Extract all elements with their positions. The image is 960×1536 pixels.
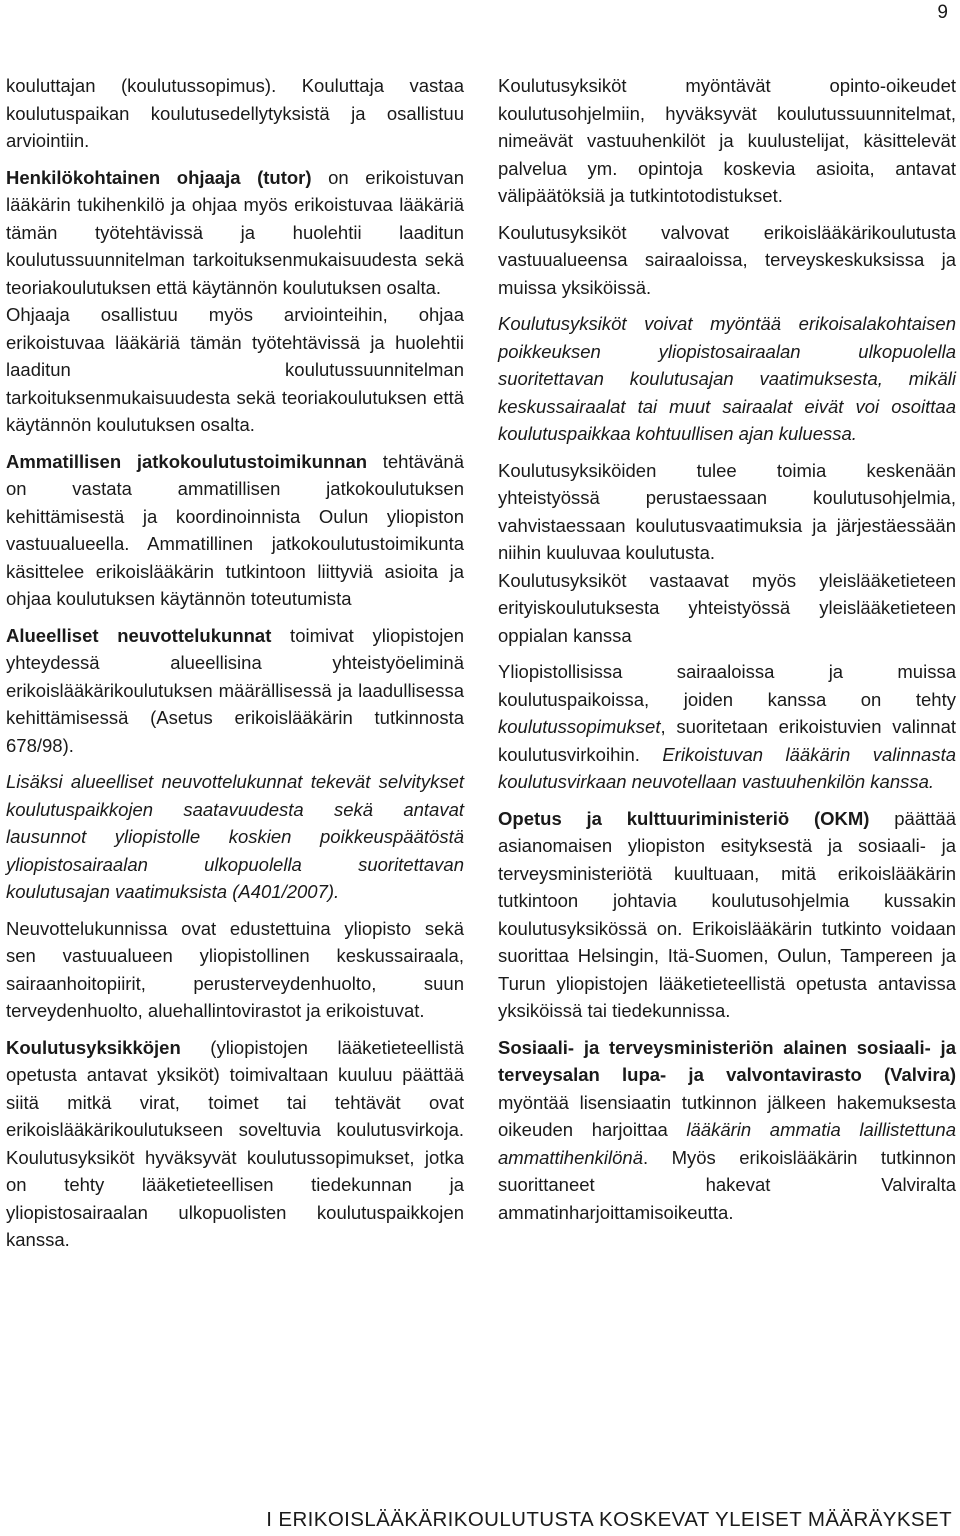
paragraph-opinto-oikeudet: Koulutusyksiköt myöntävät opinto-oikeudet koulutusohjelmiin, hyväksyvät koulutussuunnitelmat, nimeävät vastuuhenkilöt ja kuulustelijat, käsittelevät palvelua ym. opintoja koskevia asioita, antavat välipäätöksiä ja tutkintotodistukset.: [498, 75, 956, 206]
paragraph-yhteistyo: Koulutusyksiköiden tulee toimia keskenään yhteistyössä perustaessaan koulutusohjelmia, vahvistaessaan koulutusvaatimuksia ja järjestäessään niihin kuuluvaa koulutusta.: [498, 459, 956, 563]
paragraph-yleislaaketiede: Koulutusyksiköt vastaavat myös yleislääketieteen erityiskoulutuksesta yhteistyössä yleislääketieteen oppialan kanssa: [498, 569, 956, 646]
okm-text: päättää asianomaisen yliopiston esityksestä ja sosiaali- ja terveysministeriötä kuultuaan, mitä erikoislääkärin tutkintoon johtavia koulutusohjelmia kussakin koulutusyksikössä on. Erikoislääkärin tutkinto voidaan suorittaa Helsingin, Itä-Suomen, Oulun, Tampereen ja Turun yliopistojen lääketieteellistä opetusta antavissa yksiköissä tai tiedekunnissa.: [498, 807, 956, 1021]
paragraph-jatkokoulutustoimikunta: [6, 448, 464, 613]
valinnat-text-a: Yliopistollisissa sairaaloissa ja muissa koulutuspaikoissa, joiden kanssa on tehty: [498, 661, 956, 710]
jatkokoulutustoimikunta-text: tehtävänä on vastata ammatillisen jatkokoulutuksen kehittämisestä ja koordinoinnista Oulun yliopiston vastuualueella. Ammatillinen jatkokoulutustoimikunta käsittelee erikoislääkärin tutkintoon liittyviä asioita ja ohjaa koulutuksen käytännön toteutumista: [6, 450, 465, 609]
term-tutor: Henkilökohtainen ohjaaja (tutor): [6, 166, 312, 188]
term-jatkokoulutustoimikunta: Ammatillisen jatkokoulutustoimikunnan: [6, 450, 368, 472]
paragraph-valinnat: [498, 658, 956, 796]
valinnat-italic-b: Erikoistuvan lääkärin valinnasta koulutusvirkaan neuvotellaan vastuuhenkilön kanssa.: [498, 743, 957, 792]
neuvottelukunnat-text: toimivat yliopistojen yhteydessä alueellisina yhteistyöeliminä erikoislääkärikoulutuksen määrällisessä ja laadullisessa kehittämisessä (Asetus erikoislääkärin tutkinnosta 678/98).: [6, 624, 464, 756]
paragraph-selvitykset: Lisäksi alueelliset neuvottelukunnat tekevät selvitykset koulutuspaikkojen saatavuudesta sekä antavat lausunnot yliopistolle koskien poikkeuspäätöstä yliopistosairaalan ulkopuolella suoritettavan koulutusajan vaatimuksista (A401/2007).: [6, 771, 464, 902]
term-valvira: Sosiaali- ja terveysministeriön alainen sosiaali- ja terveysalan lupa- ja valvontavirasto (Valvira): [498, 1036, 956, 1085]
term-neuvottelukunnat: Alueelliset neuvottelukunnat: [6, 624, 272, 646]
running-footer: I ERIKOISLÄÄKÄRIKOULUTUSTA KOSKEVAT YLEISET MÄÄRÄYKSET: [266, 1508, 952, 1531]
valvira-text-b: . Myös erikoislääkärin tutkinnon suorittaneet hakevat Valviralta ammatinharjoittamisoikeutta.: [498, 1146, 956, 1223]
paragraph-valvira: [498, 1034, 956, 1227]
paragraph-tutor: [6, 164, 464, 302]
paragraph-ohjaaja: Ohjaaja osallistuu myös arviointeihin, ohjaa erikoistuvaa lääkäriä tämän työtehtävissä ja huolehtii laaditun koulutussuunnitelman tarkoituksenmukaisuudesta sekä teoriakoulutuksen että käytännön koulutuksen osalta.: [6, 304, 464, 435]
koulutusyksikot-text: (yliopistojen lääketieteellistä opetusta antavat yksiköt) toimivaltaan kuuluu päättää siitä mitkä virat, toimet tai tehtävät ovat erikoislääkärikoulutukseen soveltuvia koulutusvirkoja. Koulutusyksiköt hyväksyvät koulutussopimukset, jotka on tehty lääketieteellisen tiedekunnan ja yliopistosairaalan ulkopuolisten koulutuspaikkojen kanssa.: [6, 1036, 464, 1250]
valvira-text-a: myöntää lisensiaatin tutkinnon jälkeen hakemuksesta oikeuden harjoittaa: [498, 1091, 956, 1140]
term-koulutusyksikot: Koulutusyksikköjen: [6, 1036, 181, 1058]
paragraph-okm: [498, 805, 956, 1025]
term-okm: Opetus ja kulttuuriministeriö (OKM): [498, 807, 870, 829]
left-column: [6, 72, 464, 1263]
valvira-italic: lääkärin ammatia laillistettuna ammattihenkilönä: [498, 1119, 956, 1168]
paragraph-valvonta: Koulutusyksiköt valvovat erikoislääkärikoulutusta vastuualueensa sairaaloissa, terveyskeskuksissa ja muissa yksiköissä.: [498, 221, 956, 298]
paragraph-neuvottelukunnat: [6, 622, 464, 760]
paragraph-koulutusyksikot: [6, 1034, 464, 1254]
valinnat-text-b: , suoritetaan erikoistuvien valinnat koulutusvirkoihin.: [498, 716, 956, 765]
paragraph-poikkeus: Koulutusyksiköt voivat myöntää erikoisalakohtaisen poikkeuksen yliopistosairaalan ulkopuolella suoritettavan koulutusajan vaatimuksesta, mikäli keskussairaalat tai muut sairaalat eivät voi osoittaa koulutuspaikkaa kohtuullisen ajan kuluessa.: [498, 313, 956, 444]
paragraph-koulutussopimus: kouluttajan (koulutussopimus). Kouluttaja vastaa koulutuspaikan koulutusedellytyksistä ja osallistuu arviointiin.: [6, 75, 464, 151]
paragraph-edustus: Neuvottelukunnissa ovat edustettuina yliopisto sekä sen vastuualueen yliopistollinen keskussairaala, sairaanhoitopiirit, perusterveydenhuolto, suun terveydenhuolto, aluehallintovirastot ja erikoistuvat.: [6, 917, 464, 1021]
right-column: [498, 72, 956, 1235]
tutor-text: on erikoistuvan lääkärin tukihenkilö ja ohjaa myös erikoistuvaa lääkäriä tämän työtehtävissä ja huolehtii laaditun koulutussuunnitelman tarkoituksenmukaisuudesta sekä teoriakoulutuksen että käytännön koulutuksen osalta.: [6, 166, 464, 298]
valinnat-italic-a: koulutussopimukset: [498, 716, 661, 737]
page-number: 9: [937, 2, 948, 23]
